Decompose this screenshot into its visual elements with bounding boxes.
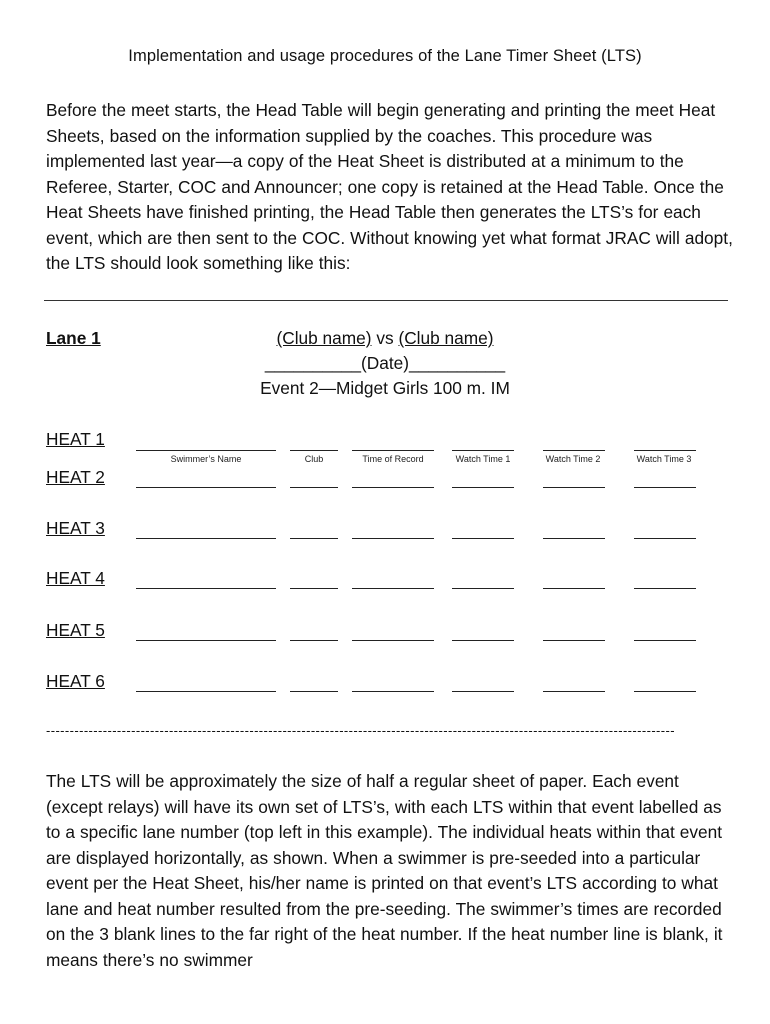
versus-text: vs [371, 328, 399, 348]
watch-time-2-line [543, 691, 605, 692]
column-label-watch-1: Watch Time 1 [455, 454, 511, 464]
heat-label: HEAT 6 [46, 671, 105, 691]
swimmer-name-line [136, 538, 276, 539]
watch-time-2-line [543, 538, 605, 539]
swimmer-name-line [136, 487, 276, 488]
club-line [290, 487, 338, 488]
watch-time-3-line [634, 538, 696, 539]
column-label-club: Club [304, 454, 324, 464]
watch-time-1-line [452, 538, 514, 539]
section-divider [44, 300, 728, 301]
body-paragraph: The LTS will be approximately the size of half a regular sheet of paper. Each event (except relays) will have its own set of LTS’s, with each LTS within that event labelled as to a specific lane number (top left in this example). The individual heats within that event are displayed horizontally, as shown. When a swimmer is pre-seeded into a particular event per the Heat Sheet, his/her name is printed on that event’s LTS according to what lane and heat number resulted from the pre-seeding. The swimmer’s times are recorded on the 3 blank lines to the far right of the heat number. If the heat number line is blank, it means there’s no swimmer [46, 771, 723, 970]
club-name-1: (Club name) [276, 328, 372, 348]
watch-time-2-line [543, 640, 605, 641]
club-line [290, 640, 338, 641]
watch-time-1-line [452, 588, 514, 589]
watch-time-1-line [452, 640, 514, 641]
document-title: Implementation and usage procedures of the Lane Timer Sheet (LTS) [128, 47, 642, 65]
heat-label: HEAT 1 [46, 429, 105, 449]
swimmer-name-line [136, 691, 276, 692]
watch-time-3-line [634, 450, 696, 451]
club-line [290, 691, 338, 692]
watch-time-1-line [452, 691, 514, 692]
column-label-watch-3: Watch Time 3 [636, 454, 692, 464]
column-label-swimmer: Swimmer’s Name [170, 454, 242, 464]
watch-time-3-line [634, 691, 696, 692]
event-title: Event 2—Midget Girls 100 m. IM [260, 378, 510, 398]
lane-label: Lane 1 [46, 328, 101, 348]
column-label-time-of-record: Time of Record [362, 454, 424, 464]
swimmer-name-line [136, 588, 276, 589]
meet-date: __________(Date)__________ [264, 353, 506, 373]
time-of-record-line [352, 588, 434, 589]
club-line [290, 450, 338, 451]
column-label-watch-2: Watch Time 2 [545, 454, 601, 464]
watch-time-1-line [452, 487, 514, 488]
club-line [290, 538, 338, 539]
heat-label: HEAT 4 [46, 568, 105, 588]
swimmer-name-line [136, 640, 276, 641]
time-of-record-line [352, 487, 434, 488]
heat-label: HEAT 3 [46, 518, 105, 538]
time-of-record-line [352, 538, 434, 539]
intro-paragraph: Before the meet starts, the Head Table will begin generating and printing the meet Heat Sheets, based on the information supplied by the coaches. This procedure was implemented last year—a copy of the Heat Sheet is distributed at a minimum to the Referee, Starter, COC and Announcer; one copy is retained at the Head Table. Once the Heat Sheets have finished printing, the Head Table then generates the LTS’s for each event, which are then sent to the COC. Without knowing yet what format JRAC will adopt, the LTS should look something like this: [46, 100, 733, 273]
heat-label: HEAT 2 [46, 467, 105, 487]
watch-time-2-line [543, 487, 605, 488]
swimmer-name-line [136, 450, 276, 451]
watch-time-3-line [634, 640, 696, 641]
time-of-record-line [352, 691, 434, 692]
club-line [290, 588, 338, 589]
heat-label: HEAT 5 [46, 620, 105, 640]
meet-header [200, 328, 570, 349]
club-name-2: (Club name) [398, 328, 494, 348]
dashed-divider: ------------------------------------------------------------------------------------------------------------------------------------- [46, 724, 675, 738]
watch-time-2-line [543, 450, 605, 451]
time-of-record-line [352, 640, 434, 641]
watch-time-2-line [543, 588, 605, 589]
watch-time-1-line [452, 450, 514, 451]
watch-time-3-line [634, 487, 696, 488]
watch-time-3-line [634, 588, 696, 589]
time-of-record-line [352, 450, 434, 451]
